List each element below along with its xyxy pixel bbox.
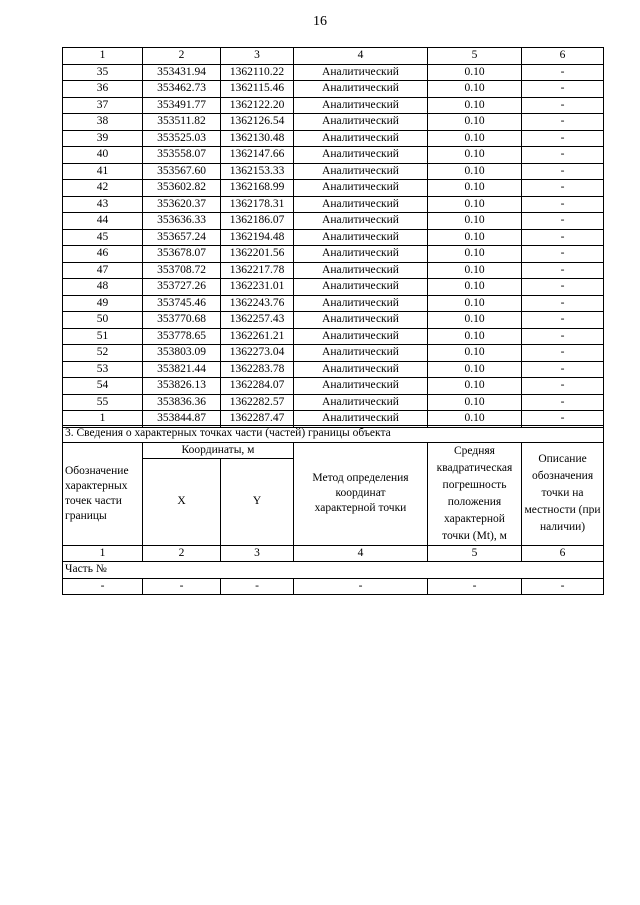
column-number-cell: 4 — [294, 48, 428, 65]
table-cell: 353826.13 — [143, 378, 221, 395]
table-cell: Аналитический — [294, 361, 428, 378]
table-cell: 1 — [63, 411, 143, 428]
table-cell: Аналитический — [294, 213, 428, 230]
table-cell: - — [63, 578, 143, 595]
table-cell: 0.10 — [428, 213, 522, 230]
table-cell: - — [522, 328, 604, 345]
table-cell: 0.10 — [428, 163, 522, 180]
table-cell: 353727.26 — [143, 279, 221, 296]
column-number-cell: 2 — [143, 48, 221, 65]
table-row — [63, 328, 604, 345]
table-cell: - — [522, 180, 604, 197]
header-coordinates: Координаты, м — [143, 442, 294, 458]
table-cell: Аналитический — [294, 229, 428, 246]
table-cell: Аналитический — [294, 114, 428, 131]
table-cell: Аналитический — [294, 246, 428, 263]
table-cell: - — [522, 229, 604, 246]
table-row — [63, 345, 604, 362]
part-points-table — [62, 425, 604, 595]
table-cell: 0.10 — [428, 345, 522, 362]
table-cell: 53 — [63, 361, 143, 378]
table-cell: Аналитический — [294, 97, 428, 114]
header-accuracy: Средняя квадратическая погрешность положения характерной точки (Mt), м — [428, 442, 522, 545]
table-cell: 46 — [63, 246, 143, 263]
table-cell: 353511.82 — [143, 114, 221, 131]
table-cell: 44 — [63, 213, 143, 230]
table-cell: - — [522, 262, 604, 279]
table-row — [63, 163, 604, 180]
table-row — [63, 295, 604, 312]
table-cell: 40 — [63, 147, 143, 164]
table-cell: 353657.24 — [143, 229, 221, 246]
table-cell: 353636.33 — [143, 213, 221, 230]
table-cell: 1362126.54 — [221, 114, 294, 131]
table-row — [63, 394, 604, 411]
table-cell: 54 — [63, 378, 143, 395]
table-cell: 1362257.43 — [221, 312, 294, 329]
table-cell: 0.10 — [428, 147, 522, 164]
table-cell: 0.10 — [428, 279, 522, 296]
table-cell: 1362231.01 — [221, 279, 294, 296]
table-cell: - — [522, 64, 604, 81]
table-cell: 353558.07 — [143, 147, 221, 164]
column-number-cell: 6 — [522, 48, 604, 65]
table-cell: 0.10 — [428, 81, 522, 98]
table-cell: 1362273.04 — [221, 345, 294, 362]
table-cell: - — [522, 295, 604, 312]
table-cell: - — [143, 578, 221, 595]
table-cell: 0.10 — [428, 394, 522, 411]
table-cell: Аналитический — [294, 295, 428, 312]
table-cell: - — [522, 312, 604, 329]
table-cell: 0.10 — [428, 411, 522, 428]
table-cell: 0.10 — [428, 64, 522, 81]
table-cell: 39 — [63, 130, 143, 147]
table-cell: 1362282.57 — [221, 394, 294, 411]
part-label: Часть № — [63, 562, 604, 579]
table-cell: Аналитический — [294, 130, 428, 147]
header-point-designation: Обозначение характерных точек части границы — [63, 442, 143, 545]
table-cell: 1362178.31 — [221, 196, 294, 213]
table-cell: - — [522, 279, 604, 296]
column-number-cell: 5 — [428, 545, 522, 562]
table-cell: Аналитический — [294, 411, 428, 428]
table-cell: 353620.37 — [143, 196, 221, 213]
table-cell: Аналитический — [294, 394, 428, 411]
table-cell: 1362201.56 — [221, 246, 294, 263]
table-cell: 0.10 — [428, 229, 522, 246]
header-method: Метод определения координат характерной точки — [294, 442, 428, 545]
table-cell: 353678.07 — [143, 246, 221, 263]
table-cell: - — [522, 97, 604, 114]
table-cell: Аналитический — [294, 328, 428, 345]
table-cell: 0.10 — [428, 262, 522, 279]
table-cell: 0.10 — [428, 130, 522, 147]
table-cell: Аналитический — [294, 279, 428, 296]
table-cell: 353431.94 — [143, 64, 221, 81]
table-cell: 51 — [63, 328, 143, 345]
table-cell: 42 — [63, 180, 143, 197]
table-cell: 45 — [63, 229, 143, 246]
table-cell: Аналитический — [294, 147, 428, 164]
column-number-row — [63, 48, 604, 65]
table-cell: - — [522, 345, 604, 362]
table-cell: 1362283.78 — [221, 361, 294, 378]
table-cell: 37 — [63, 97, 143, 114]
table-cell: Аналитический — [294, 163, 428, 180]
table-cell: - — [522, 394, 604, 411]
table-cell: 38 — [63, 114, 143, 131]
table-cell: Аналитический — [294, 378, 428, 395]
table-cell: - — [522, 378, 604, 395]
header-description: Описание обозначения точки на местности (при наличии) — [522, 442, 604, 545]
column-number-cell: 4 — [294, 545, 428, 562]
table-cell: 1362287.47 — [221, 411, 294, 428]
table-cell: 353803.09 — [143, 345, 221, 362]
table-cell: Аналитический — [294, 81, 428, 98]
table-cell: 1362284.07 — [221, 378, 294, 395]
table-cell: Аналитический — [294, 312, 428, 329]
table-cell: 0.10 — [428, 114, 522, 131]
table-row — [63, 180, 604, 197]
header-x: X — [143, 458, 221, 545]
table-cell: 353844.87 — [143, 411, 221, 428]
table-cell: 0.10 — [428, 328, 522, 345]
column-number-cell: 5 — [428, 48, 522, 65]
table-cell: - — [522, 578, 604, 595]
table-cell: - — [294, 578, 428, 595]
table-row — [63, 262, 604, 279]
table-row — [63, 246, 604, 263]
table-cell: 1362217.78 — [221, 262, 294, 279]
table-cell: - — [522, 411, 604, 428]
table-cell: 353491.77 — [143, 97, 221, 114]
table-cell: 1362147.66 — [221, 147, 294, 164]
table-cell: - — [522, 130, 604, 147]
table-row — [63, 279, 604, 296]
table-cell: 43 — [63, 196, 143, 213]
table-cell: 353836.36 — [143, 394, 221, 411]
table-cell: - — [522, 213, 604, 230]
table-cell: 0.10 — [428, 312, 522, 329]
table-row — [63, 229, 604, 246]
column-number-cell: 2 — [143, 545, 221, 562]
table-cell: - — [522, 147, 604, 164]
table-row — [63, 312, 604, 329]
table-cell: Аналитический — [294, 64, 428, 81]
table-cell: 55 — [63, 394, 143, 411]
table-cell: 47 — [63, 262, 143, 279]
column-number-row — [63, 545, 604, 562]
table-cell: 0.10 — [428, 97, 522, 114]
table-cell: 0.10 — [428, 378, 522, 395]
table-cell: 1362194.48 — [221, 229, 294, 246]
table-cell: 353778.65 — [143, 328, 221, 345]
table-cell: 353821.44 — [143, 361, 221, 378]
table-cell: 353462.73 — [143, 81, 221, 98]
table-cell: 353745.46 — [143, 295, 221, 312]
table-cell: - — [522, 81, 604, 98]
table-row — [63, 130, 604, 147]
table-cell: 353567.60 — [143, 163, 221, 180]
table-cell: - — [221, 578, 294, 595]
table-cell: 0.10 — [428, 246, 522, 263]
table-row — [63, 81, 604, 98]
table-cell: 1362168.99 — [221, 180, 294, 197]
table-cell: 36 — [63, 81, 143, 98]
table-cell: 0.10 — [428, 196, 522, 213]
table-cell: 1362115.46 — [221, 81, 294, 98]
table-cell: - — [522, 114, 604, 131]
table-cell: 0.10 — [428, 295, 522, 312]
column-number-cell: 1 — [63, 545, 143, 562]
table-cell: 1362261.21 — [221, 328, 294, 345]
table-cell: 1362130.48 — [221, 130, 294, 147]
table-cell: - — [522, 246, 604, 263]
column-number-cell: 3 — [221, 48, 294, 65]
table-cell: 1362186.07 — [221, 213, 294, 230]
table-row — [63, 64, 604, 81]
table-row — [63, 361, 604, 378]
table-cell: 0.10 — [428, 180, 522, 197]
table-cell: 353708.72 — [143, 262, 221, 279]
table-cell: 50 — [63, 312, 143, 329]
table-cell: 1362110.22 — [221, 64, 294, 81]
table-row — [63, 97, 604, 114]
table-row — [63, 378, 604, 395]
table-cell: Аналитический — [294, 345, 428, 362]
table-cell: Аналитический — [294, 180, 428, 197]
table-cell: - — [522, 361, 604, 378]
table-cell: - — [428, 578, 522, 595]
table-cell: 35 — [63, 64, 143, 81]
header-y: Y — [221, 458, 294, 545]
table-cell: 1362122.20 — [221, 97, 294, 114]
table-row — [63, 213, 604, 230]
table-cell: 1362153.33 — [221, 163, 294, 180]
table-cell: 1362243.76 — [221, 295, 294, 312]
table-cell: - — [522, 196, 604, 213]
coordinates-table — [62, 47, 604, 428]
table-row — [63, 578, 604, 595]
table-cell: 41 — [63, 163, 143, 180]
column-number-cell: 3 — [221, 545, 294, 562]
table-cell: Аналитический — [294, 262, 428, 279]
section-title: 3. Сведения о характерных точках части (частей) границы объекта — [63, 426, 604, 443]
column-number-cell: 1 — [63, 48, 143, 65]
table-cell: 353525.03 — [143, 130, 221, 147]
table-row — [63, 196, 604, 213]
table-cell: 0.10 — [428, 361, 522, 378]
table-cell: 353602.82 — [143, 180, 221, 197]
table-cell: 353770.68 — [143, 312, 221, 329]
table-cell: 49 — [63, 295, 143, 312]
page-number: 16 — [313, 14, 327, 29]
table-cell: - — [522, 163, 604, 180]
table-row — [63, 147, 604, 164]
column-number-cell: 6 — [522, 545, 604, 562]
table-cell: 48 — [63, 279, 143, 296]
table-row — [63, 114, 604, 131]
table-cell: Аналитический — [294, 196, 428, 213]
table-cell: 52 — [63, 345, 143, 362]
